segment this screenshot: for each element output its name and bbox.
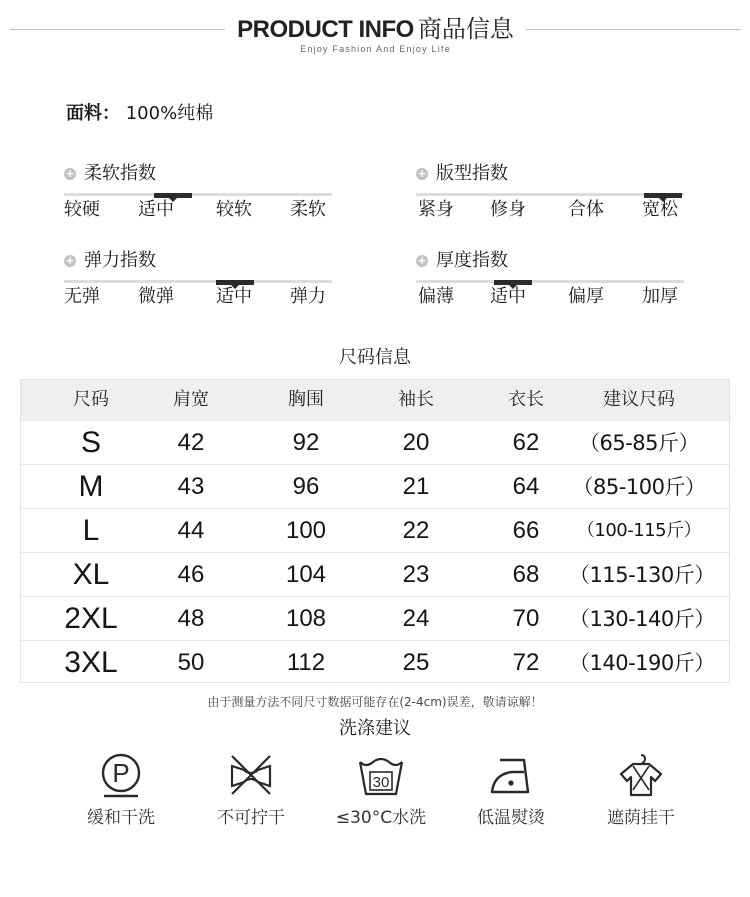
wash-item-no-wring bbox=[196, 752, 306, 832]
elasticity-index-bar bbox=[64, 280, 332, 283]
shade-hang-dry-icon bbox=[616, 752, 666, 798]
plus-circle-icon: + bbox=[65, 167, 75, 180]
table-header bbox=[21, 380, 729, 420]
size-cell: 2XL bbox=[64, 602, 118, 635]
wash-item-30-wash bbox=[326, 752, 436, 832]
table-cell: 104 bbox=[285, 561, 327, 588]
size-cell: S bbox=[80, 426, 101, 459]
recommended-size-cell: （140-190斤） bbox=[569, 651, 715, 675]
softness-option: 较硬 bbox=[64, 199, 100, 220]
table-cell: 48 bbox=[177, 605, 205, 632]
page-title-en: PRODUCT INFO bbox=[237, 16, 414, 43]
table-row bbox=[21, 640, 729, 684]
column-header: 肩宽 bbox=[173, 389, 209, 410]
recommended-size-cell: （100-115斤） bbox=[576, 520, 702, 541]
recommended-size-cell: （115-130斤） bbox=[569, 563, 715, 587]
table-cell: 68 bbox=[512, 561, 540, 588]
plus-circle-icon: + bbox=[417, 167, 427, 180]
plus-circle-icon: + bbox=[417, 254, 427, 267]
page-title-zh: 商品信息 bbox=[417, 15, 514, 43]
elasticity-option: 弹力 bbox=[290, 286, 326, 307]
size-info-title: 尺码信息 bbox=[339, 347, 411, 368]
recommended-size-cell: （85-100斤） bbox=[572, 475, 706, 499]
fit-index-title: + 版型指数 bbox=[417, 163, 508, 184]
recommended-size-cell: （130-140斤） bbox=[569, 607, 715, 631]
table-row bbox=[21, 508, 729, 552]
size-cell: 3XL bbox=[64, 646, 118, 679]
column-header: 尺码 bbox=[73, 389, 109, 410]
table-cell: 70 bbox=[512, 605, 540, 632]
column-header: 袖长 bbox=[398, 389, 434, 410]
thickness-index-title: + 厚度指数 bbox=[417, 250, 508, 271]
table-cell: 112 bbox=[286, 649, 326, 676]
size-cell: L bbox=[82, 514, 100, 547]
thickness-option: 适中 bbox=[490, 286, 526, 307]
fit-index bbox=[416, 162, 684, 232]
elasticity-index bbox=[64, 249, 332, 319]
wash-label: 遮荫挂干 bbox=[607, 808, 675, 828]
softness-index-bar bbox=[64, 193, 332, 196]
fit-option: 修身 bbox=[490, 199, 526, 220]
table-cell: 21 bbox=[402, 473, 430, 500]
recommended-size-cell: （65-85斤） bbox=[578, 431, 700, 455]
elasticity-option: 微弹 bbox=[138, 286, 174, 307]
softness-option: 柔软 bbox=[290, 199, 326, 220]
thickness-index bbox=[416, 249, 684, 319]
wash-label: ≤30°C水洗 bbox=[335, 808, 427, 828]
softness-option: 较软 bbox=[216, 199, 252, 220]
header-divider-left bbox=[10, 29, 225, 30]
fabric-info bbox=[66, 102, 213, 126]
table-cell: 92 bbox=[292, 429, 320, 456]
table-cell: 22 bbox=[402, 517, 430, 544]
table-row bbox=[21, 596, 729, 640]
wash-item-dry-clean bbox=[66, 752, 176, 832]
wash-label: 低温熨烫 bbox=[477, 808, 545, 828]
washing-title: 洗涤建议 bbox=[339, 718, 411, 739]
table-cell: 62 bbox=[512, 429, 540, 456]
measurement-note: 由于测量方法不同尺寸数据可能存在(2-4cm)误差，敬请谅解！ bbox=[207, 695, 543, 709]
table-cell: 66 bbox=[512, 517, 540, 544]
table-cell: 42 bbox=[177, 429, 205, 456]
softness-option: 适中 bbox=[138, 199, 174, 220]
wash-label: 缓和干洗 bbox=[87, 808, 155, 828]
wash-label: 不可拧干 bbox=[217, 808, 285, 828]
elasticity-index-title: + 弹力指数 bbox=[65, 250, 156, 271]
table-cell: 24 bbox=[402, 605, 430, 632]
fabric-label: 面料： bbox=[66, 103, 120, 124]
table-cell: 23 bbox=[402, 561, 430, 588]
thickness-option: 偏薄 bbox=[418, 286, 454, 307]
column-header: 建议尺码 bbox=[603, 389, 675, 410]
table-cell: 43 bbox=[177, 473, 205, 500]
table-cell: 50 bbox=[177, 649, 205, 676]
table-cell: 108 bbox=[285, 605, 327, 632]
table-cell: 46 bbox=[177, 561, 205, 588]
table-cell: 100 bbox=[285, 517, 327, 544]
elasticity-option: 适中 bbox=[216, 286, 252, 307]
fit-option: 合体 bbox=[568, 199, 604, 220]
table-row bbox=[21, 552, 729, 596]
wash-item-low-iron bbox=[456, 752, 566, 832]
table-row bbox=[21, 464, 729, 508]
wash-item-shade-dry bbox=[586, 752, 696, 832]
size-cell: M bbox=[78, 470, 104, 503]
do-not-wring-icon bbox=[226, 752, 276, 798]
header-divider-right bbox=[526, 29, 740, 30]
page-title bbox=[225, 12, 526, 47]
thickness-index-bar bbox=[416, 280, 684, 283]
svg-text:30: 30 bbox=[372, 774, 390, 791]
svg-text:P: P bbox=[112, 758, 130, 788]
thickness-option: 加厚 bbox=[642, 286, 678, 307]
table-cell: 44 bbox=[177, 517, 205, 544]
professional-dry-clean-icon bbox=[96, 752, 146, 798]
plus-circle-icon: + bbox=[65, 254, 75, 267]
wash-30-icon bbox=[356, 752, 406, 798]
column-header: 胸围 bbox=[288, 389, 324, 410]
table-cell: 64 bbox=[512, 473, 540, 500]
softness-index bbox=[64, 162, 332, 232]
softness-index-title: + 柔软指数 bbox=[65, 163, 156, 184]
table-cell: 96 bbox=[292, 473, 320, 500]
table-row bbox=[21, 420, 729, 464]
size-cell: XL bbox=[72, 558, 110, 591]
elasticity-option: 无弹 bbox=[64, 286, 100, 307]
fit-option: 紧身 bbox=[418, 199, 454, 220]
fabric-value: 100%纯棉 bbox=[125, 103, 214, 124]
table-cell: 25 bbox=[402, 649, 430, 676]
thickness-option: 偏厚 bbox=[568, 286, 604, 307]
size-table bbox=[20, 379, 730, 683]
column-header: 衣长 bbox=[508, 389, 544, 410]
table-cell: 72 bbox=[512, 649, 540, 676]
page-subtitle: Enjoy Fashion And Enjoy Life bbox=[300, 44, 451, 54]
fit-option: 宽松 bbox=[642, 199, 678, 220]
iron-low-icon bbox=[486, 752, 536, 798]
table-cell: 20 bbox=[402, 429, 430, 456]
